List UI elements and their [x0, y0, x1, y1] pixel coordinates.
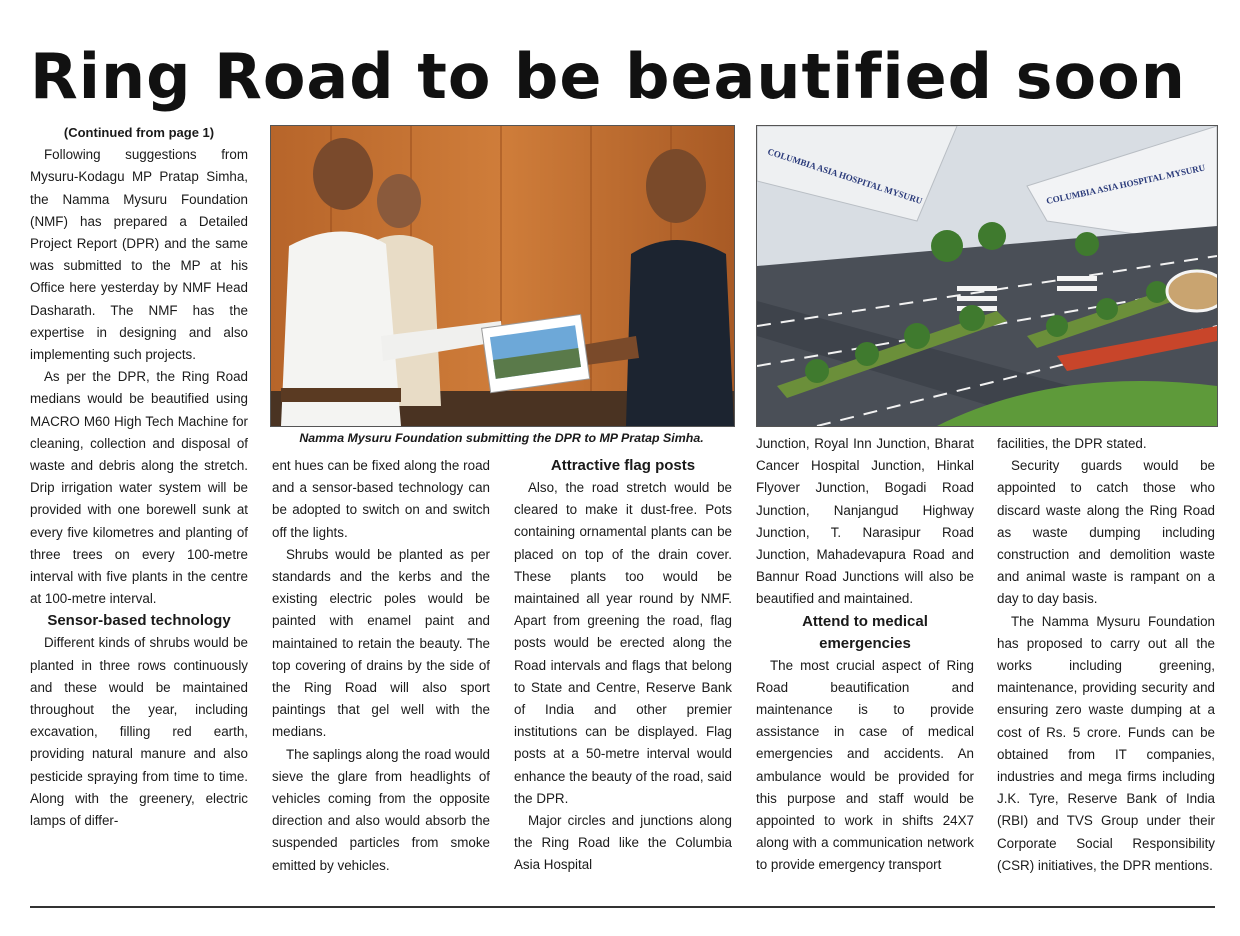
paragraph: The saplings along the road would sieve the glare from headlights of vehicles coming from the opposite direction and also would absorb the suspended particles from smoke emitted by vehicles. [272, 746, 490, 873]
paragraph: Following suggestions from Mysuru-Kodagu MP Pratap Simha, the Namma Mysuru Foundation (NMF) has prepared a Detailed Project Report (DPR) and the same was submitted to the MP at his Office here yesterday by NMF Head Dasharath. The NMF has the expertise in designing and also implementing such projects. [30, 147, 248, 363]
subheading-sensor-technology: Sensor-based technology [47, 612, 231, 630]
bottom-divider [30, 906, 1215, 908]
building-sign-right: COLUMBIA ASIA HOSPITAL MYSURU [1045, 162, 1206, 206]
subheading-medical-emergencies: Attend to medical emergencies [802, 612, 928, 652]
paragraph: The Namma Mysuru Foundation has proposed to carry out all the works including greening, maintenance, providing security and ensuring zero waste dumping at a cost of Rs. 5 crore. Funds can be obtained from IT companies, industries and mega firms including J.K. Tyre, Reserve Bank of India (RBI) and TVS Group under their Corporate Social Responsibility (CSR) initiatives, the DPR mentions. [997, 613, 1215, 873]
paragraph: The most crucial aspect of Ring Road beautification and maintenance is to provide assistance in case of medical emergencies and accidents. An ambulance would be provided for this purpose and staff would be appointed to work in shifts 24X7 along with a communication network to provide emergency transport [756, 657, 974, 873]
junction-render-illustration [757, 126, 1217, 426]
paragraph: Major circles and junctions along the Ring Road like the Columbia Asia Hospital [514, 813, 732, 873]
building-sign-left: COLUMBIA ASIA HOSPITAL MYSURU [766, 146, 924, 207]
article-column-3 [514, 455, 732, 877]
continued-note: (Continued from page 1) [63, 125, 215, 140]
paragraph: Shrubs would be planted as per standards and the kerbs and the existing electric poles would be painted with enamel paint and maintained to retain the beauty. The top covering of drains by the side of the Ring Road will also sport paintings that gel well with the medians. [272, 546, 490, 740]
photo-illustration [271, 126, 734, 426]
photo-dpr-handover [270, 125, 735, 427]
render-ring-road-junction [756, 125, 1218, 427]
subheading-flag-posts: Attractive flag posts [550, 457, 696, 474]
article-column-1 [30, 122, 248, 832]
photo-caption: Namma Mysuru Foundation submitting the DPR to MP Pratap Simha. [299, 431, 704, 445]
paragraph: facilities, the DPR stated. [997, 436, 1147, 451]
paragraph: Also, the road stretch would be cleared to make it dust-free. Pots containing ornamental plants can be placed on top of the drain cover. These plants too would be maintained all year round by NMF. Apart from greening the road, flag posts would be erected along the Road intervals and flags that belong to State and Centre, Reserve Bank of India and other premier institutions can be displayed. Flag posts at a 50-metre interval would enhance the beauty of the road, said the DPR. [514, 480, 732, 806]
paragraph: Different kinds of shrubs would be planted in three rows continuously and these would be maintained throughout the year, including excavation, filling red earth, providing natural manure and also pesticide spraying from time to time. Along with the greenery, electric lamps of differ- [30, 635, 248, 829]
paragraph: As per the DPR, the Ring Road medians would be beautified using MACRO M60 High Tech Machine for cleaning, collection and disposal of waste and debris along the stretch. Drip irrigation water system will be provided with one borewell sunk at every five kilometres and planting of three trees on every 100-metre interval with five plants in the centre at 100-metre interval. [30, 369, 248, 607]
paragraph: Junction, Royal Inn Junction, Bharat Cancer Hospital Junction, Hinkal Flyover Junction, Bogadi Road Junction, Nanjangud Highway Junction, T. Narasipur Road Junction, Mahadevapura Road and Bannur Road Junctions will also be beautified and maintained. [756, 436, 974, 607]
article-column-5 [997, 433, 1215, 877]
article-column-2 [272, 455, 490, 877]
article-column-4 [756, 433, 974, 877]
headline: Ring Road to be beautified soon [30, 40, 1186, 113]
paragraph: ent hues can be fixed along the road and a sensor-based technology can be adopted to switch on and switch off the lights. [272, 458, 490, 540]
paragraph: Security guards would be appointed to catch those who discard waste along the Ring Road as waste dumping including construction and demolition waste and animal waste is rampant on a day to day basis. [997, 458, 1215, 607]
